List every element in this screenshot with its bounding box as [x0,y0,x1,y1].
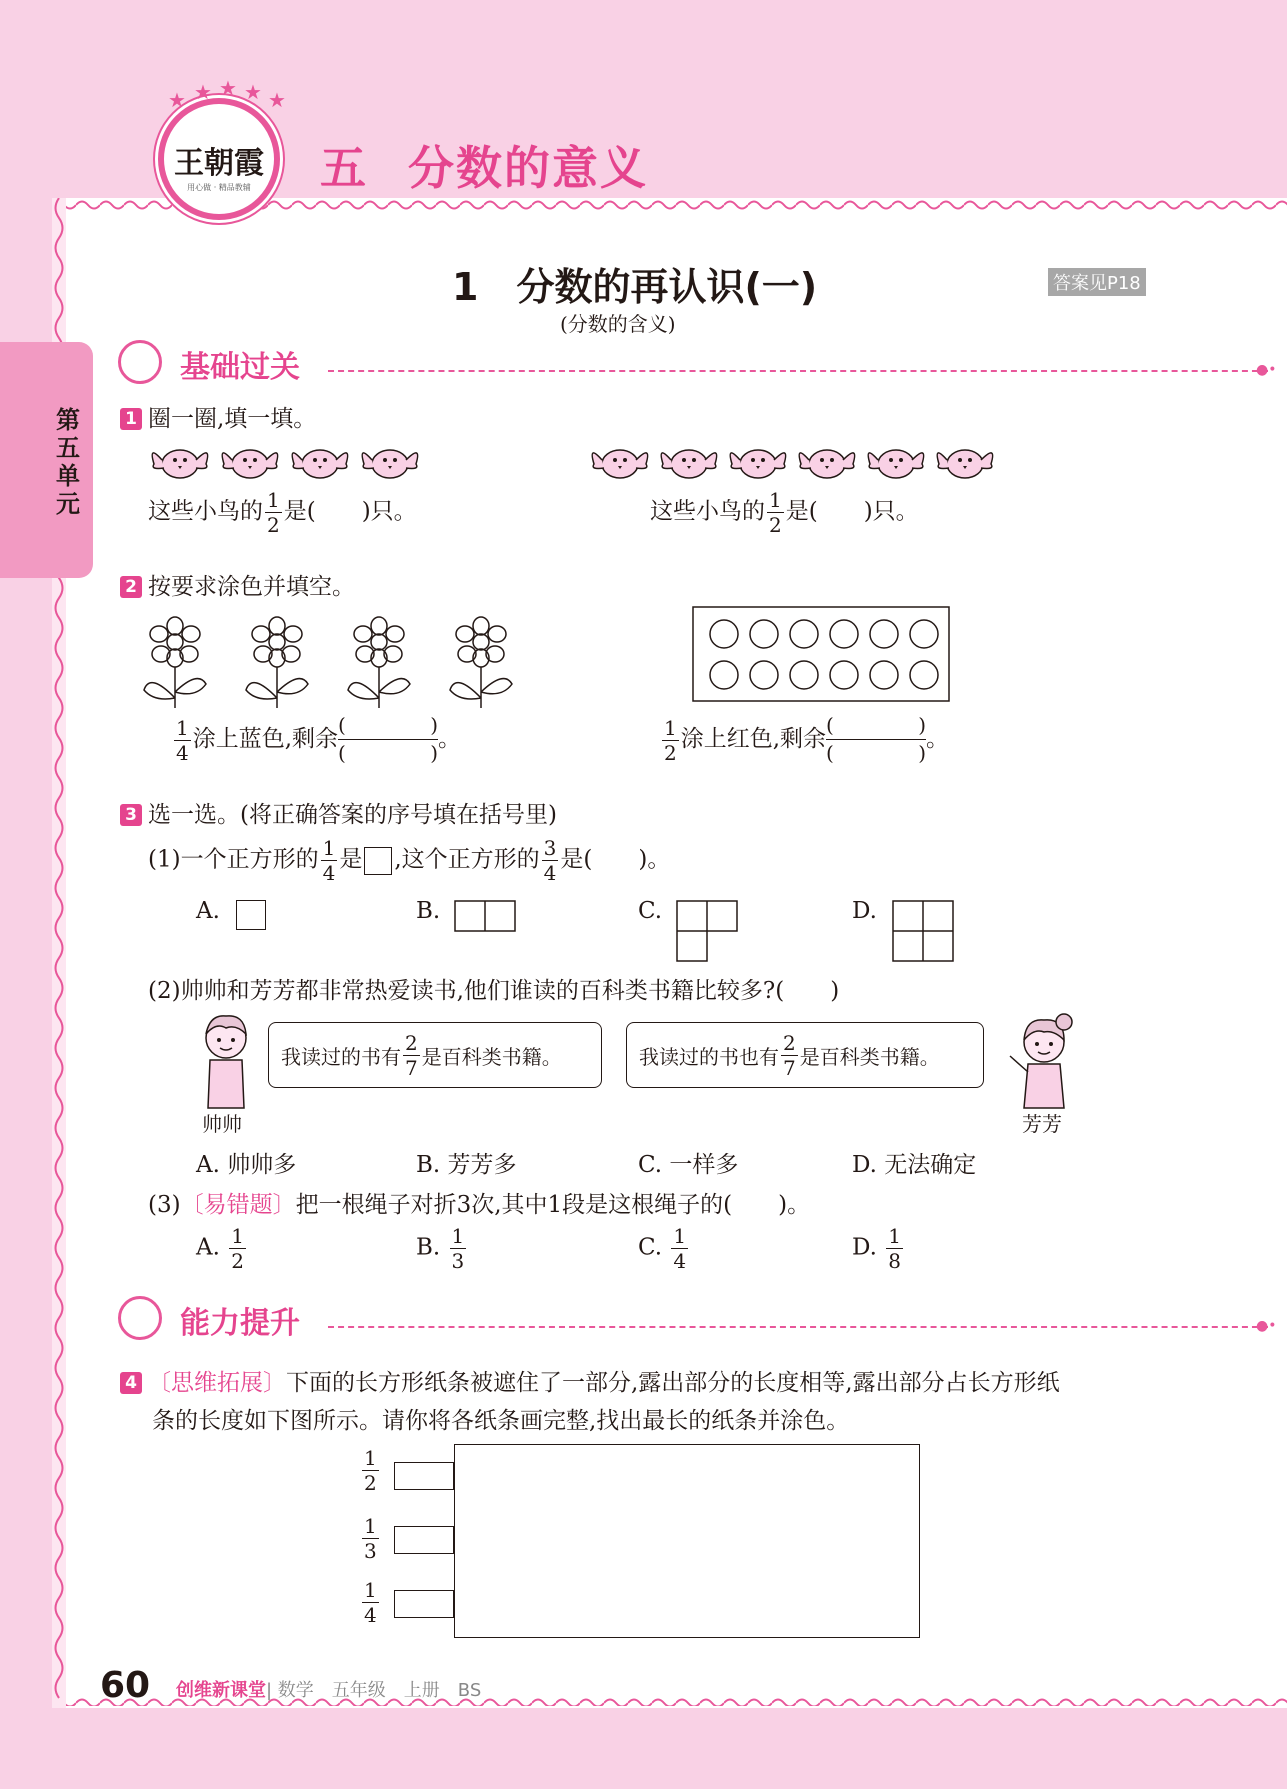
star-icon: ★ [168,88,186,112]
option-b[interactable]: B. [416,898,441,924]
numerator: 1 [364,1446,377,1470]
option-label: D. [852,1234,877,1261]
q2-right-text: 涂上红色,剩余 [680,726,827,752]
fraction [362,1448,379,1493]
period: 。 [926,726,950,752]
denominator: 3 [451,1249,465,1273]
footer-book-info: | 数学 五年级 上册 BS [266,1680,482,1701]
option-a[interactable] [196,1226,248,1271]
star-icon: ★ [244,80,262,104]
unit-name: 分数的意义 [408,141,648,195]
denominator: 7 [405,1055,418,1080]
denominator: 7 [783,1055,796,1080]
numerator: 1 [769,488,782,512]
q3-part3 [148,1186,810,1219]
period: 。 [438,726,462,752]
question-text: 圈一圈,填一填。 [148,406,317,432]
exposed-strip [394,1526,454,1554]
bird-icon [152,450,207,478]
option-label: A. [196,1234,220,1261]
section-title-advance: 能力提升 [180,1306,300,1341]
denominator: 2 [769,513,782,537]
strip-fraction [360,1580,381,1625]
option-d[interactable]: D. 无法确定 [852,1152,977,1178]
exposed-strip [394,1590,454,1618]
lesson-subtitle: (分数的含义) [560,312,676,336]
option-label: B. [416,1234,441,1261]
speech-bubble-boy [268,1022,602,1088]
numerator: 1 [176,715,189,740]
numerator: 1 [888,1224,901,1248]
option-d[interactable] [852,1226,905,1271]
publisher-logo [158,98,280,220]
fraction [886,1226,903,1271]
speech-bubble-girl [626,1022,984,1088]
section-mascot-icon [118,1296,162,1340]
section-divider [328,370,1268,372]
fraction [671,1226,688,1271]
option-c[interactable]: C. [638,898,663,924]
extension-tag: 〔思维拓展〕 [148,1370,286,1396]
boy-name: 帅帅 [202,1112,242,1136]
shape-option-b [454,900,516,932]
error-prone-tag: 〔易错题〕 [180,1192,296,1218]
fraction [229,1226,246,1271]
open-paren: ( [338,741,346,765]
q3-part1 [148,838,670,883]
lesson-title: 1 分数的再认识(一) [452,265,818,309]
fraction [403,1030,420,1080]
fraction [767,490,784,535]
close-paren: ) [430,713,439,737]
logo-name: 王朝霞 [174,146,264,181]
side-tab-label: 第五单元 [56,406,80,518]
numerator: 1 [364,1514,377,1538]
option-d[interactable]: D. [852,898,877,924]
exposed-strip [394,1462,454,1490]
question-number: 3 [120,804,142,826]
open-paren: ( [826,741,834,765]
denominator: 4 [673,1249,687,1273]
flowers-group [140,612,540,712]
close-paren: ) [430,741,439,765]
girl-character-icon [1006,1012,1076,1116]
denominator: 3 [364,1539,377,1563]
close-paren: ) [918,741,927,765]
birds-group-right [586,440,1016,484]
q1-suffix: 是( )只。 [785,498,919,525]
fraction [265,490,282,535]
option-b[interactable]: B. 芳芳多 [416,1152,517,1178]
denominator: 2 [364,1471,377,1495]
q3p3-text-b: 把一根绳子对折3次,其中1段是这根绳子的( )。 [295,1192,811,1218]
numerator: 1 [664,715,677,740]
circles-grid [692,606,950,702]
numerator: 1 [267,488,280,512]
fraction [321,838,338,883]
denominator: 4 [322,861,336,885]
denominator: 8 [888,1249,901,1273]
fraction [542,838,559,883]
small-square-shape [364,847,392,875]
unit-number: 五 [320,141,368,195]
q1-left-prompt [148,490,417,535]
footer-info [176,1676,481,1702]
star-icon: ★ [194,80,212,104]
question-number: 1 [120,408,142,430]
q3p1-text-a: (1)一个正方形的 [148,846,319,873]
numerator: 1 [231,1224,244,1248]
fraction [362,1516,379,1561]
numerator: 2 [405,1030,418,1055]
boy-character-icon [196,1012,256,1116]
q2-left-prompt [172,714,461,766]
q3-part2: (2)帅帅和芳芳都非常热爱读书,他们谁读的百科类书籍比较多?( ) [148,978,840,1004]
fraction [450,1226,467,1271]
answer-reference-badge: 答案见P18 [1048,268,1146,296]
bubble-text-b: 是百科类书籍。 [799,1044,940,1069]
bubble-text-b: 是百科类书籍。 [421,1044,562,1069]
denominator: 4 [176,740,189,765]
numerator: 1 [322,836,336,860]
q3p1-text-b: 是 [339,846,363,873]
q1-prefix: 这些小鸟的 [650,498,765,525]
numerator: 1 [364,1578,377,1602]
unit-title [320,132,648,198]
star-icon: ★ [219,76,237,100]
bubble-text-a: 我读过的书也有 [639,1044,779,1069]
birds-group-left [146,440,446,484]
shape-option-d [892,900,954,962]
fraction [781,1030,798,1080]
fraction [662,715,679,765]
numerator: 2 [783,1030,796,1055]
open-paren: ( [826,713,834,737]
numerator: 1 [451,1224,465,1248]
denominator: 2 [231,1249,244,1273]
option-b[interactable] [416,1226,468,1271]
q1-prefix: 这些小鸟的 [148,498,263,525]
question-number: 2 [120,576,142,598]
denominator: 2 [664,740,677,765]
bubble-text-a: 我读过的书有 [281,1044,401,1069]
strip-fraction [360,1448,381,1493]
bird-icon [592,450,647,478]
option-c[interactable]: C. 一样多 [638,1152,739,1178]
q1-suffix: 是( )只。 [283,498,417,525]
cover-box[interactable] [454,1444,920,1638]
question-text-line1: 下面的长方形纸条被遮住了一部分,露出部分的长度相等,露出部分占长方形纸 [286,1370,1060,1396]
blank-fraction[interactable] [826,714,926,766]
question-1 [120,400,316,433]
denominator: 4 [543,861,557,885]
unit-side-tab [0,342,93,578]
fraction [362,1580,379,1625]
open-paren: ( [338,713,346,737]
question-4-line2: 条的长度如下图所示。请你将各纸条画完整,找出最长的纸条并涂色。 [152,1408,850,1434]
dots-icon: ●• [1256,1318,1277,1334]
q3p1-text-d: 是( )。 [560,846,671,873]
q1-right-prompt [650,490,919,535]
question-text: 选一选。(将正确答案的序号填在括号里) [148,802,557,828]
strip-fraction [360,1516,381,1561]
question-3 [120,796,557,829]
option-a[interactable]: A. 帅帅多 [196,1152,297,1178]
section-title-basic: 基础过关 [180,350,300,385]
q2-right-prompt [660,714,949,766]
close-paren: ) [918,713,927,737]
logo-subtitle: 用心做 · 精品教辅 [187,183,251,192]
star-icon: ★ [268,88,286,112]
question-2 [120,568,355,601]
blank-fraction[interactable] [338,714,438,766]
question-number: 4 [120,1372,142,1394]
question-4 [120,1364,1060,1397]
denominator: 2 [267,513,280,537]
footer-brand: 创维新课堂 [176,1680,266,1701]
numerator: 3 [543,836,557,860]
denominator: 4 [364,1603,377,1627]
option-label: C. [638,1234,663,1261]
numerator: 1 [673,1224,687,1248]
girl-name: 芳芳 [1022,1112,1062,1136]
section-divider [328,1326,1268,1328]
fraction [174,715,191,765]
question-text: 按要求涂色并填空。 [148,574,355,600]
shape-option-a [236,900,266,930]
section-mascot-icon [118,340,162,384]
q2-left-text: 涂上蓝色,剩余 [192,726,339,752]
dots-icon: ●• [1256,362,1277,378]
flower-icon [144,617,206,708]
shape-option-c [676,900,738,962]
q3p3-text-a: (3) [148,1192,181,1218]
q3p1-text-c: ,这个正方形的 [394,846,540,873]
option-a[interactable]: A. [196,898,220,924]
page-number: 60 [100,1665,151,1706]
option-c[interactable] [638,1226,690,1271]
